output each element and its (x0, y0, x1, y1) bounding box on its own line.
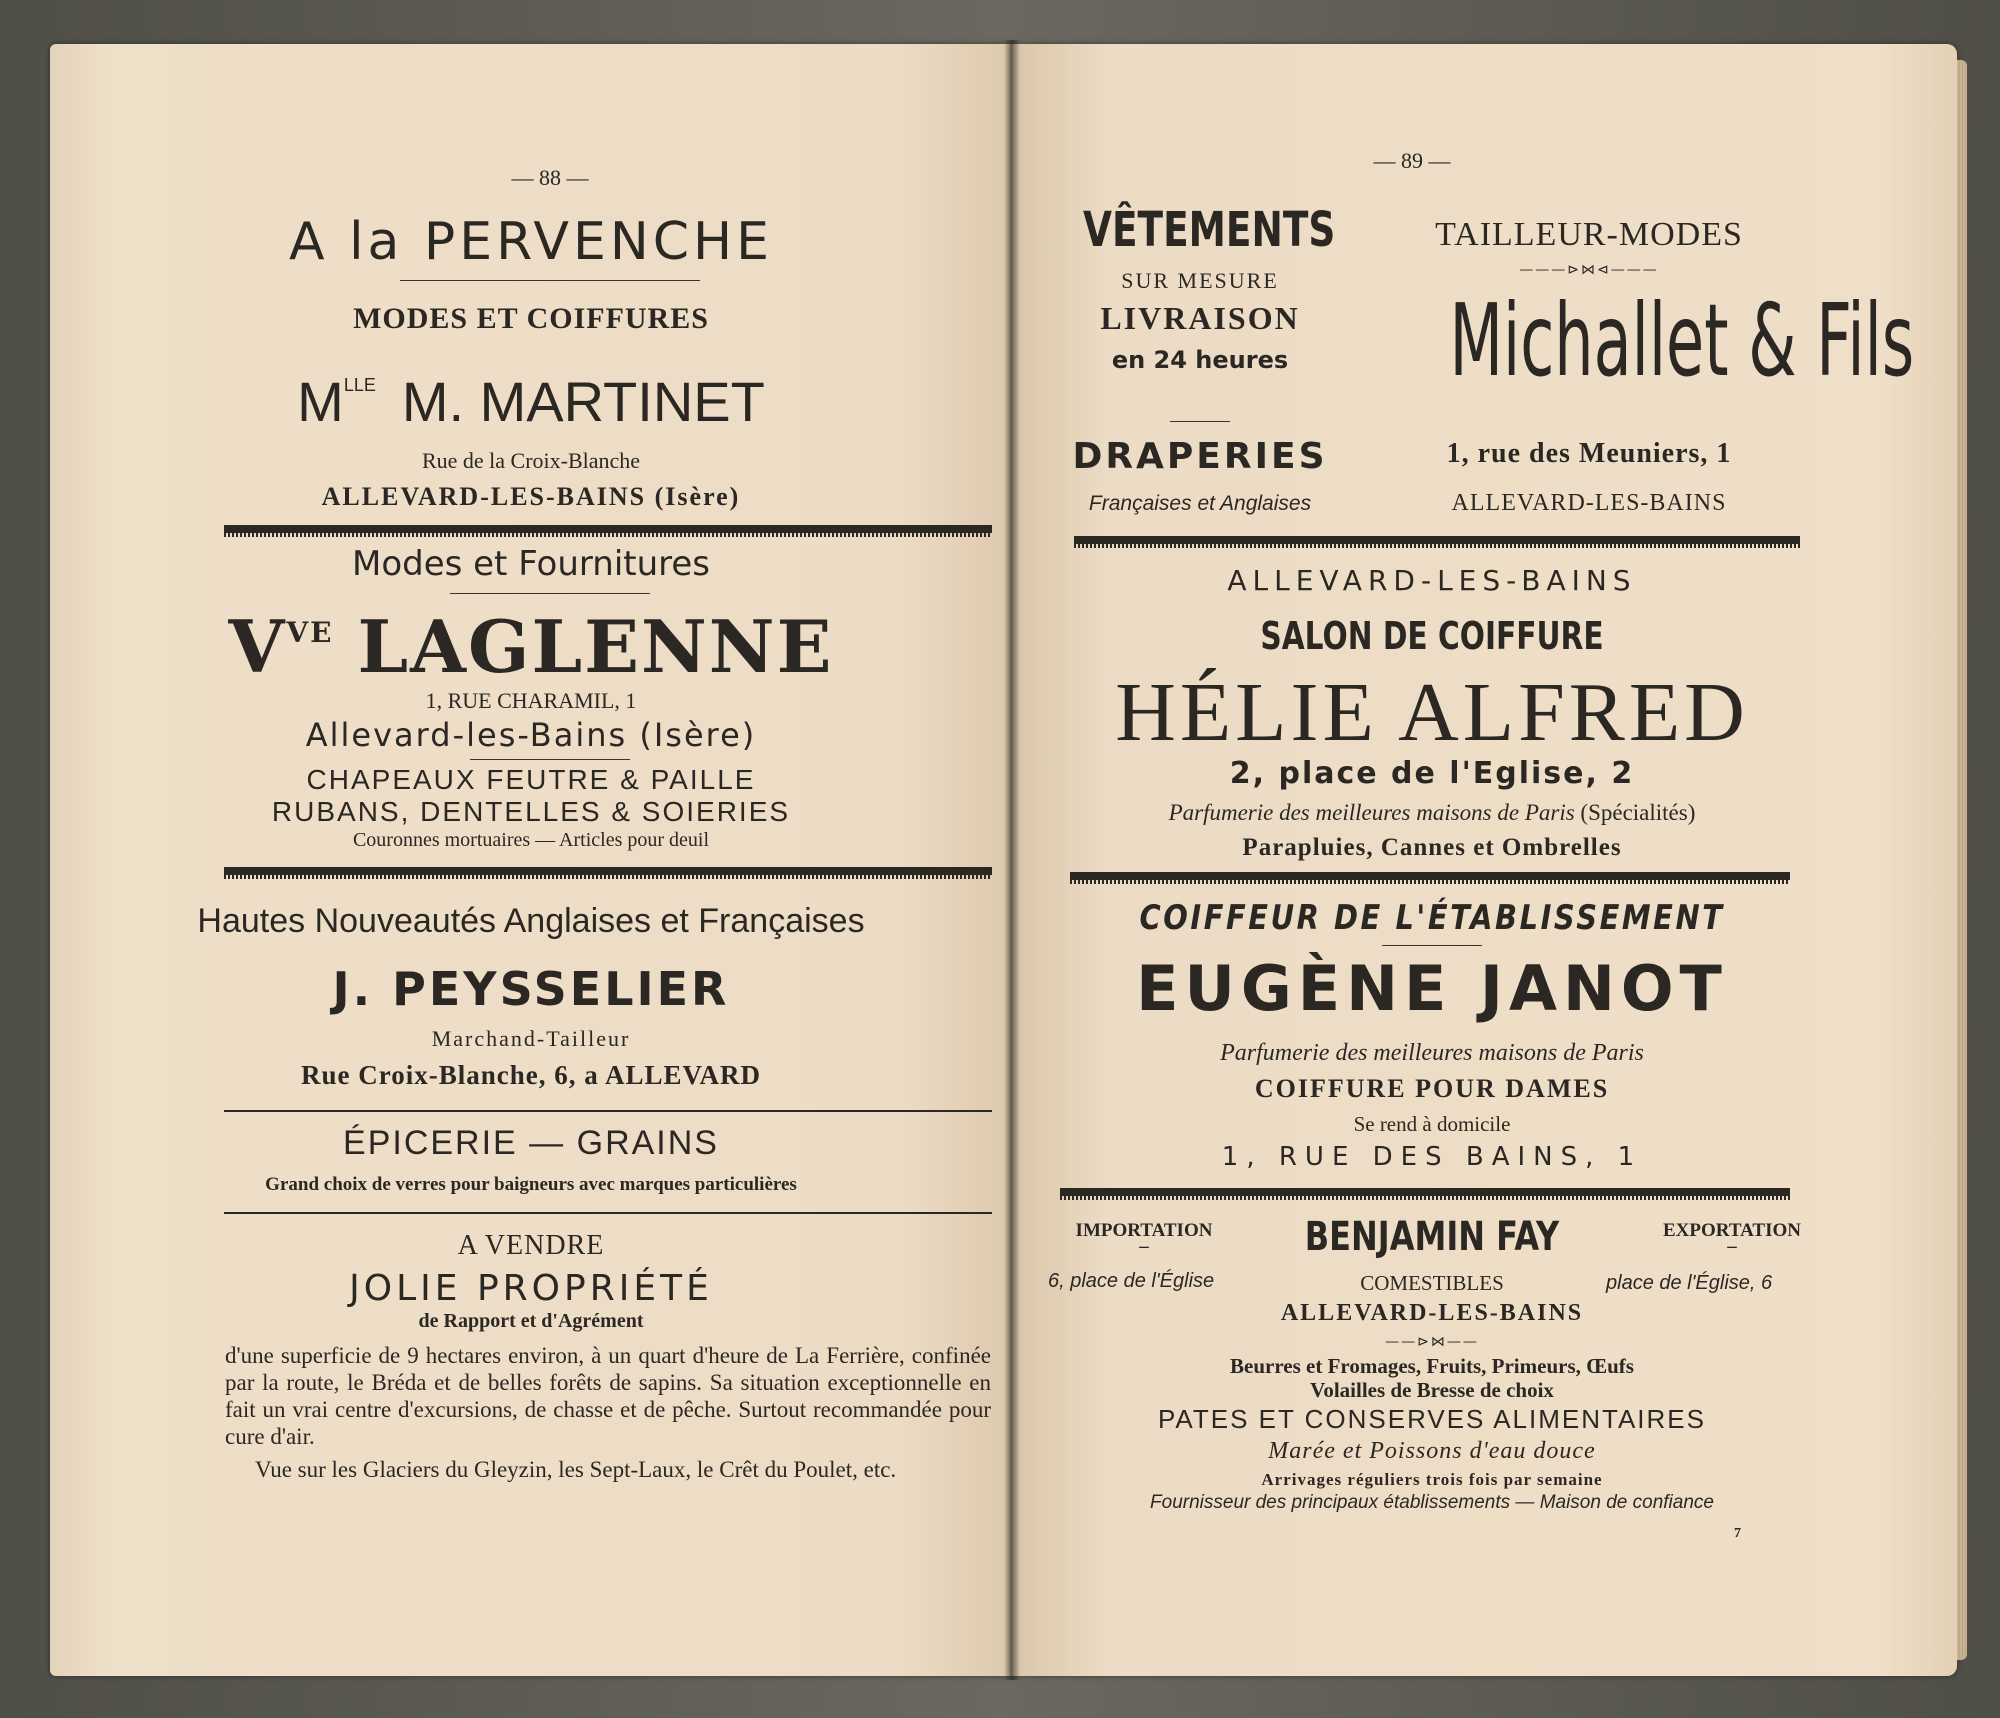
footer: Fournisseur des principaux établissements — Maison de confiance (1150, 1492, 1714, 1513)
section-rule (1060, 1188, 1790, 1196)
addr-left: 6, place de l'Église (1048, 1270, 1215, 1292)
detail: Grand choix de verres pour baigneurs avec marques particulières (265, 1174, 797, 1195)
owner-sup: LLE (343, 375, 376, 395)
owner-martinet (50, 369, 1012, 434)
title-draperies: DRAPERIES (1072, 436, 1328, 477)
owner-helie: HÉLIE ALFRED (1115, 666, 1749, 759)
address: Rue Croix-Blanche, 6, a ALLEVARD (300, 1060, 762, 1090)
left-page (50, 44, 1012, 1676)
import-dash: – (1139, 1236, 1149, 1257)
divider (1382, 945, 1482, 946)
shop-line: MODES ET COIFFURES (353, 302, 709, 335)
sub-mesure: SUR MESURE (1121, 268, 1279, 293)
ornament: ———⊳⋈⊲——— (1519, 262, 1659, 278)
divider (470, 759, 630, 760)
owner-name: M. MARTINET (401, 370, 765, 433)
book-gutter (1004, 40, 1020, 1680)
town-header: ALLEVARD-LES-BAINS (1227, 564, 1637, 597)
trade: Marchand-Tailleur (431, 1026, 631, 1051)
page-edges (1957, 60, 1967, 1660)
heading-a-vendre: A VENDRE (457, 1230, 605, 1261)
right-page (1012, 44, 1957, 1676)
goods-arrivals: Arrivages réguliers trois fois par semaine (1261, 1470, 1603, 1489)
label-export: EXPORTATION (1663, 1220, 1801, 1241)
addr-right: place de l'Église, 6 (1606, 1272, 1773, 1294)
divider (450, 593, 650, 594)
goods-poultry: Volailles de Bresse de choix (1310, 1378, 1554, 1402)
owner-laglenne (50, 604, 1012, 689)
page-number: — 88 — (511, 165, 589, 190)
town: ALLEVARD-LES-BAINS (1451, 490, 1727, 516)
street: Rue de la Croix-Blanche (421, 448, 641, 473)
section-rule (224, 1110, 992, 1112)
page-number: — 89 — (1373, 148, 1451, 173)
drapes-sub: Françaises et Anglaises (1088, 492, 1312, 515)
service: COIFFURE POUR DAMES (1254, 1074, 1610, 1103)
owner-fay: BENJAMIN FAY (1304, 1214, 1560, 1260)
section-rule (1070, 872, 1790, 880)
owner-prefix: M (297, 370, 344, 433)
shop-name-pervenche: A la PERVENCHE (288, 212, 774, 272)
name-michallet: Michallet & Fils (1449, 282, 1915, 399)
owner-name: LAGLENNE (357, 604, 834, 689)
goods-dairy: Beurres et Fromages, Fruits, Primeurs, Œufs (1230, 1354, 1634, 1378)
title-vetements: VÊTEMENTS (1083, 202, 1336, 258)
heading-modes: Modes et Fournitures (351, 544, 711, 584)
goods-pasta: PATES ET CONSERVES ALIMENTAIRES (1158, 1404, 1706, 1434)
title-livraison: LIVRAISON (1100, 300, 1300, 336)
delivery-time: en 24 heures (1111, 346, 1289, 374)
goods-ribbons: RUBANS, DENTELLES & SOIERIES (271, 796, 791, 827)
label-import: IMPORTATION (1075, 1220, 1213, 1241)
perfume (1012, 800, 1852, 826)
owner-janot: EUGÈNE JANOT (1136, 952, 1728, 1025)
goods-hats: CHAPEAUX FEUTRE & PAILLE (306, 764, 756, 795)
perfume: Parfumerie des meilleures maisons de Paris (1220, 1040, 1644, 1066)
title-tailleur: TAILLEUR-MODES (1435, 216, 1743, 253)
section-rule (224, 525, 992, 533)
town: ALLEVARD-LES-BAINS (1280, 1300, 1584, 1326)
owner-peysselier: J. PEYSSELIER (332, 962, 730, 1016)
ornament: ——⊳⋈—— (1385, 1334, 1479, 1350)
heading-nouveautes: Hautes Nouveautés Anglaises et Françaises (197, 902, 865, 940)
section-rule (224, 867, 992, 875)
divider (1170, 421, 1230, 422)
category: COMESTIBLES (1360, 1271, 1504, 1295)
town: Allevard-les-Bains (Isère) (305, 716, 757, 754)
street: 1, RUE CHARAMIL, 1 (425, 688, 637, 713)
street: 1, rue des Meuniers, 1 (1446, 438, 1732, 469)
divider (400, 280, 700, 281)
owner-sup: VE (286, 616, 334, 649)
heading-epicerie: ÉPICERIE — GRAINS (343, 1124, 719, 1162)
town: ALLEVARD-LES-BAINS (Isère) (321, 482, 741, 511)
paragraph: d'une superficie de 9 hectares environ, à un quart d'heure de La Ferrière, confinée par la route, le Bréda et de belles forêts de sapins. Sa situation exceptionnelle en fait un vrai centre d'excursions, de chasse et de pêche. Surtout recommandée pour cure d'air. (225, 1343, 991, 1449)
signature-mark: 7 (1734, 1526, 1741, 1541)
goods-fish: Marée et Poissons d'eau douce (1268, 1438, 1596, 1464)
perfume-text: Parfumerie des meilleures maisons de Paris (1168, 800, 1575, 825)
heading-salon: SALON DE COIFFURE (1260, 614, 1604, 658)
property-description (225, 1342, 991, 1483)
address: 1, RUE DES BAINS, 1 (1221, 1142, 1643, 1172)
address: 2, place de l'Eglise, 2 (1229, 756, 1635, 791)
home-service: Se rend à domicile (1353, 1112, 1511, 1136)
section-rule (224, 1212, 992, 1214)
perfume-note: (Spécialités) (1580, 800, 1696, 825)
goods: Parapluies, Cannes et Ombrelles (1242, 834, 1622, 861)
section-rule (1074, 536, 1800, 544)
heading-coiffeur: COIFFEUR DE L'ÉTABLISSEMENT (1139, 898, 1725, 938)
goods-mourning: Couronnes mortuaires — Articles pour deuil (352, 829, 710, 851)
owner-prefix: V (228, 604, 287, 689)
subtitle: de Rapport et d'Agrément (418, 1310, 644, 1332)
export-dash: – (1727, 1236, 1737, 1257)
paragraph: Vue sur les Glaciers du Gleyzin, les Sept-Laux, le Crêt du Poulet, etc. (255, 1457, 897, 1482)
title-propriete: JOLIE PROPRIÉTÉ (349, 1268, 713, 1309)
